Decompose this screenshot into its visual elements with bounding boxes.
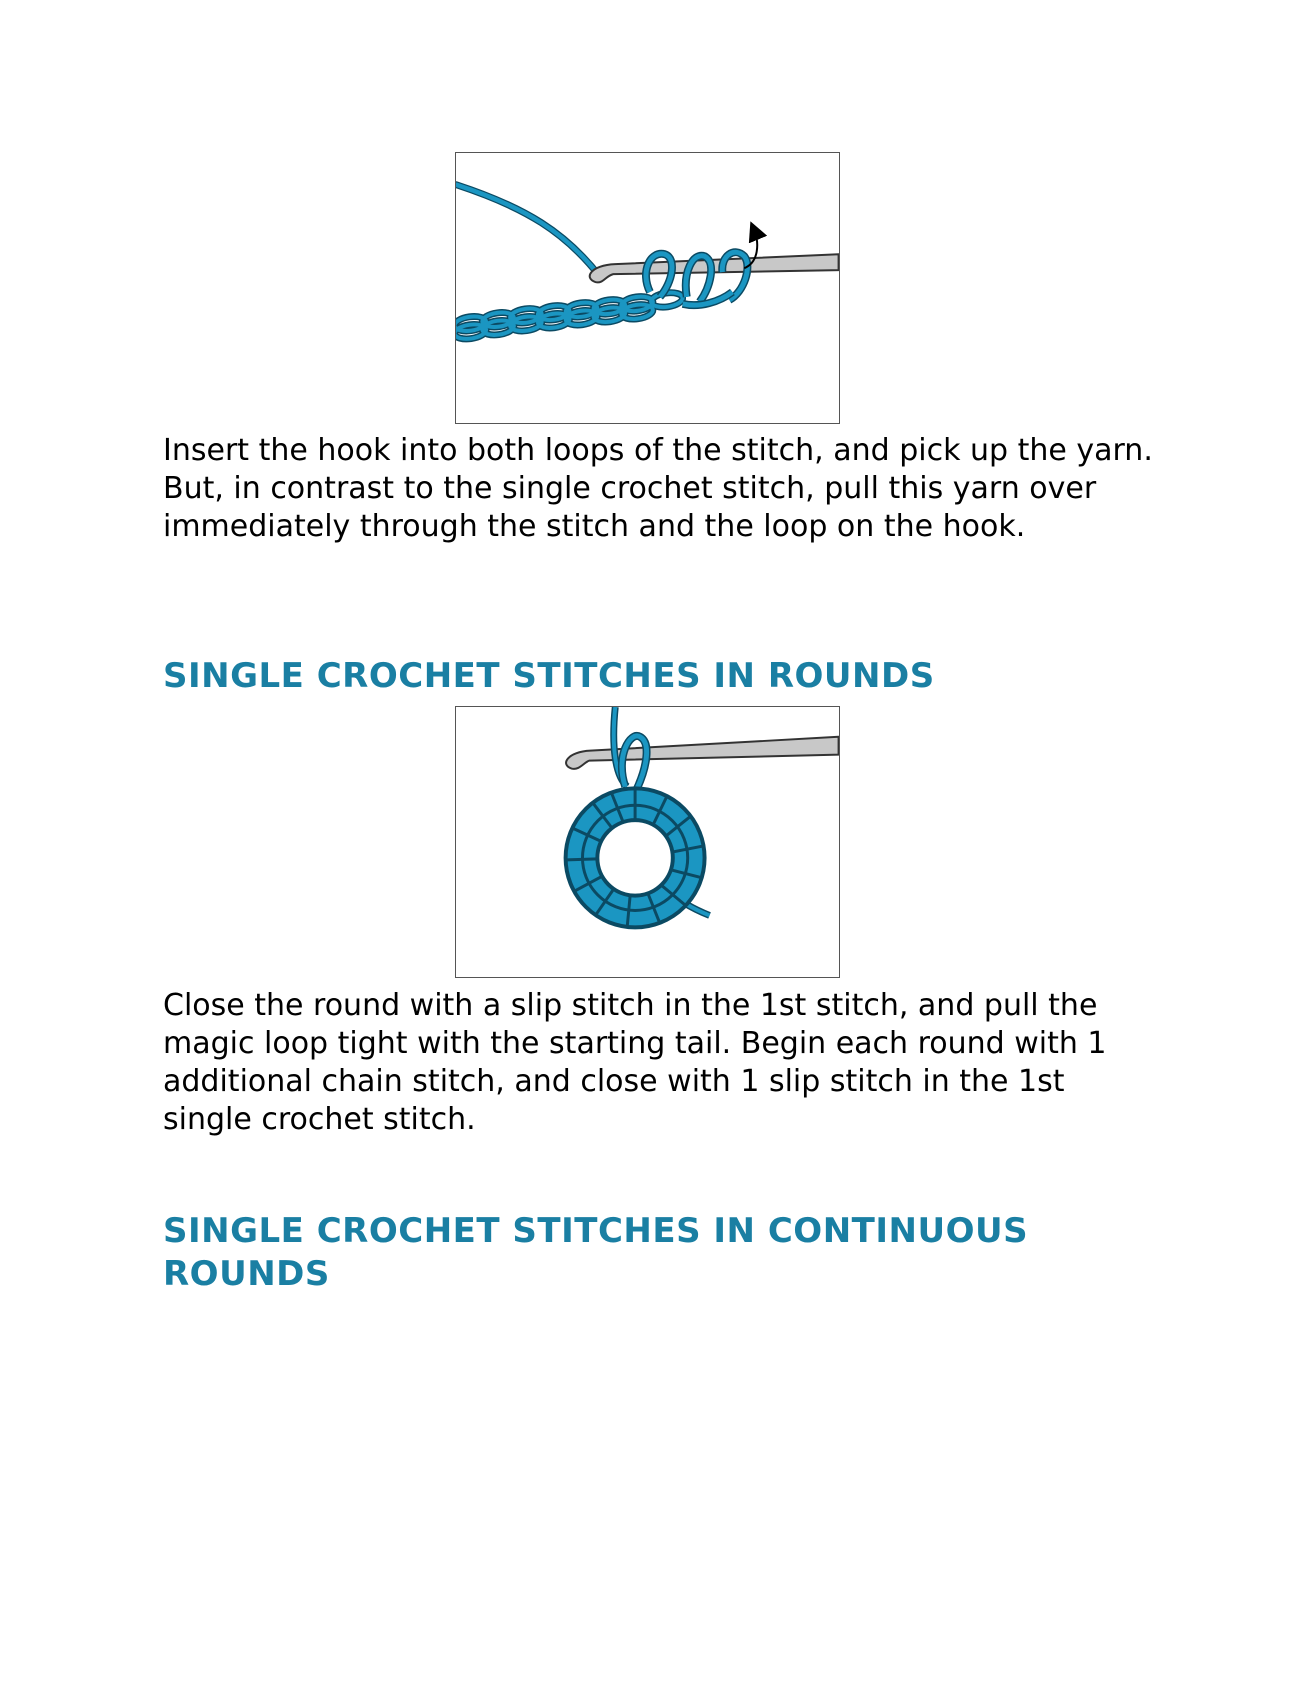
crochet-chain-hook-illustration xyxy=(456,153,839,423)
heading-single-crochet-continuous-rounds: SINGLE CROCHET STITCHES IN CONTINUOUS ROUNDS xyxy=(163,1211,1029,1294)
figure-chain-stitch xyxy=(455,152,840,424)
hook xyxy=(566,737,839,769)
crochet-ring xyxy=(566,788,705,927)
paragraph-insert-hook: Insert the hook into both loops of the stitch, and pick up the yarn. But, in contrast to the single crochet stitch, pull this yarn over immediately through the stitch and the loop on the hook. xyxy=(163,433,1153,544)
paragraph-close-round: Close the round with a slip stitch in the 1st stitch, and pull the magic loop tight with the starting tail. Begin each round with 1 additional chain stitch, and close with 1 slip stitch in the 1st single crochet stitch. xyxy=(163,988,1107,1137)
chain-stitches xyxy=(456,291,684,341)
crochet-round-ring-illustration xyxy=(456,707,839,977)
figure-round-ring xyxy=(455,706,840,978)
working-yarn xyxy=(456,185,600,277)
heading-single-crochet-rounds: SINGLE CROCHET STITCHES IN ROUNDS xyxy=(163,656,935,696)
